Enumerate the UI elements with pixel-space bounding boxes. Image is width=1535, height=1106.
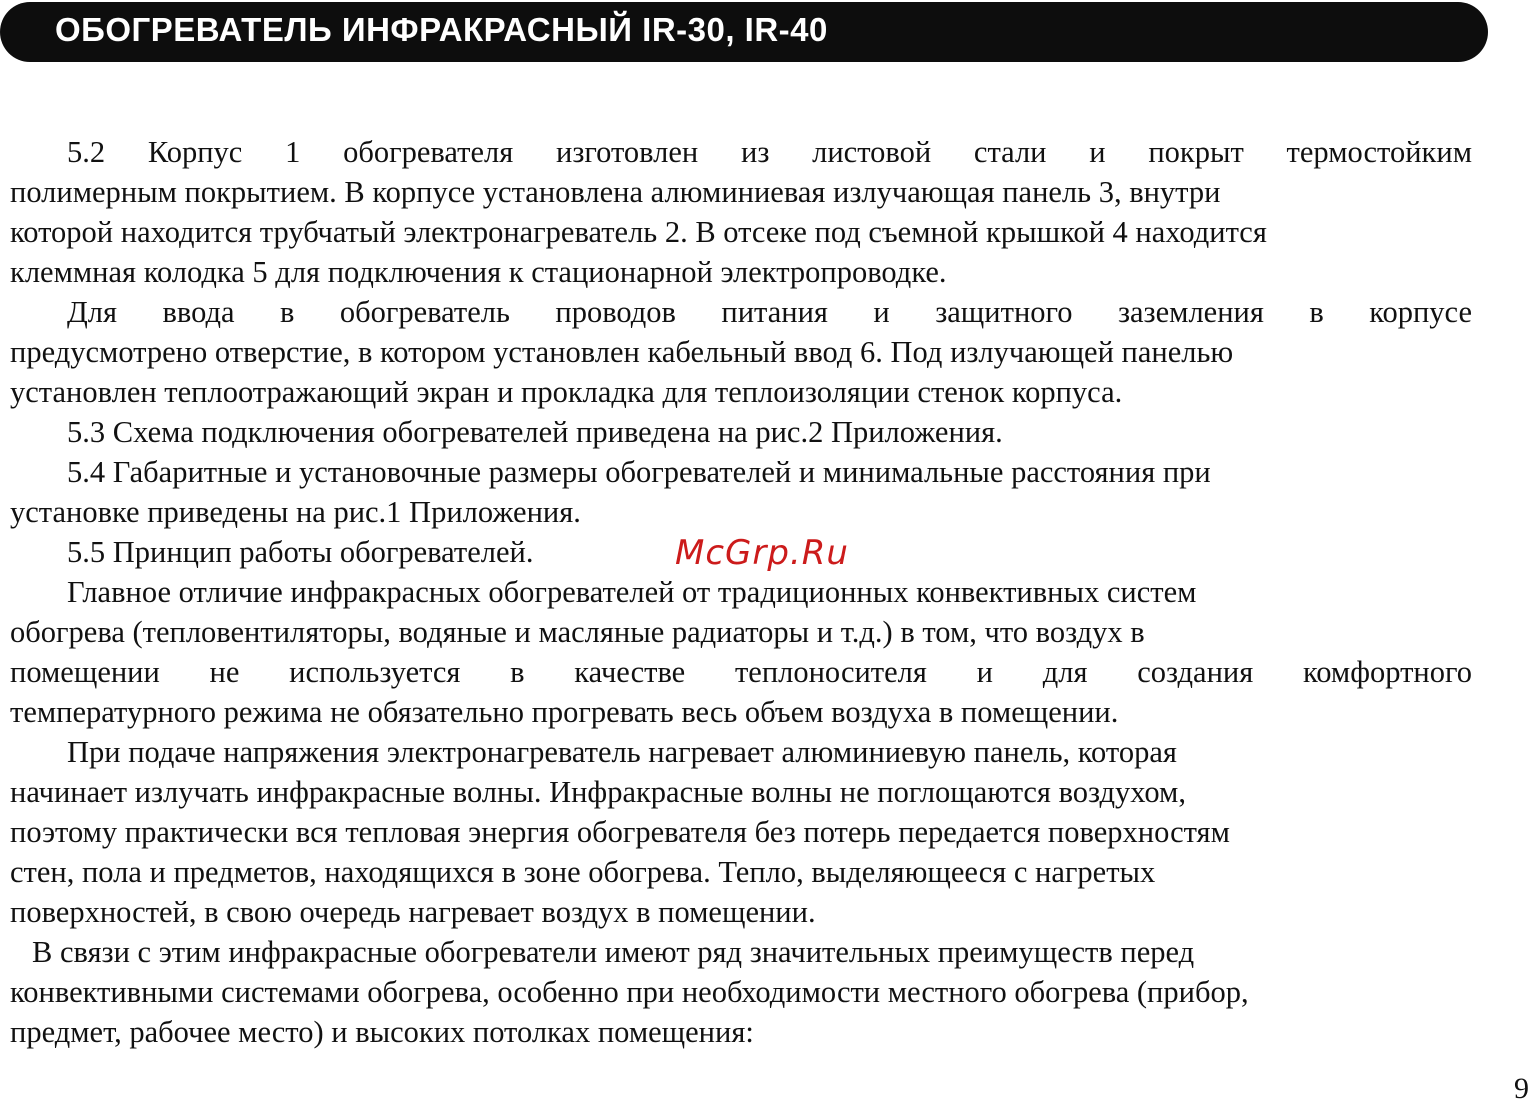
section-heading: 5.5 Принцип работы обогревателей. [67,535,534,569]
paragraph-line: 5.2 Корпус 1 обогревателя изготовлен из листовой стали и покрыт термостойким [67,135,1472,169]
header-bar [0,2,1488,62]
paragraph-line: которой находится трубчатый электронагреватель 2. В отсеке под съемной крышкой 4 находится [10,215,1267,249]
paragraph-line: В связи с этим инфракрасные обогреватели имеют ряд значительных преимуществ перед [32,935,1195,969]
page-title: ОБОГРЕВАТЕЛЬ ИНФРАКРАСНЫЙ IR-30, IR-40 [55,11,828,48]
paragraph-line: 5.4 Габаритные и установочные размеры обогревателей и минимальные расстояния при [67,455,1211,489]
watermark: McGrp.Ru [675,533,849,573]
paragraph-line: При подаче напряжения электронагреватель нагревает алюминиевую панель, которая [67,735,1177,769]
paragraph-line: конвективными системами обогрева, особенно при необходимости местного обогрева (прибор, [10,975,1249,1009]
paragraph-line: 5.3 Схема подключения обогревателей приведена на рис.2 Приложения. [67,415,1003,449]
paragraph-line: поэтому практически вся тепловая энергия обогревателя без потерь передается поверхностям [10,815,1230,849]
paragraph-line: клеммная колодка 5 для подключения к стационарной электропроводке. [10,255,947,289]
paragraph-line: установлен теплоотражающий экран и прокладка для теплоизоляции стенок корпуса. [10,375,1123,409]
paragraph-line: обогрева (тепловентиляторы, водяные и масляные радиаторы и т.д.) в том, что воздух в [10,615,1145,649]
paragraph-line: температурного режима не обязательно прогревать весь объем воздуха в помещении. [10,695,1119,729]
paragraph-line: предмет, рабочее место) и высоких потолках помещения: [10,1015,754,1049]
paragraph-line: предусмотрено отверстие, в котором установлен кабельный ввод 6. Под излучающей панелью [10,335,1234,369]
paragraph-line: установке приведены на рис.1 Приложения. [10,495,581,529]
page-number: 9 [1514,1072,1529,1105]
paragraph-line: поверхностей, в свою очередь нагревает воздух в помещении. [10,895,816,929]
paragraph-line: Главное отличие инфракрасных обогревателей от традиционных конвективных систем [67,575,1197,609]
body-text [10,132,1472,1052]
paragraph-line: помещении не используется в качестве теплоносителя и для создания комфортного [10,655,1472,689]
paragraph-line: Для ввода в обогреватель проводов питания и защитного заземления в корпусе [67,295,1472,329]
paragraph-line: начинает излучать инфракрасные волны. Инфракрасные волны не поглощаются воздухом, [10,775,1186,809]
paragraph-line: полимерным покрытием. В корпусе установлена алюминиевая излучающая панель 3, внутри [10,175,1221,209]
paragraph-line: стен, пола и предметов, находящихся в зоне обогрева. Тепло, выделяющееся с нагретых [10,855,1156,889]
